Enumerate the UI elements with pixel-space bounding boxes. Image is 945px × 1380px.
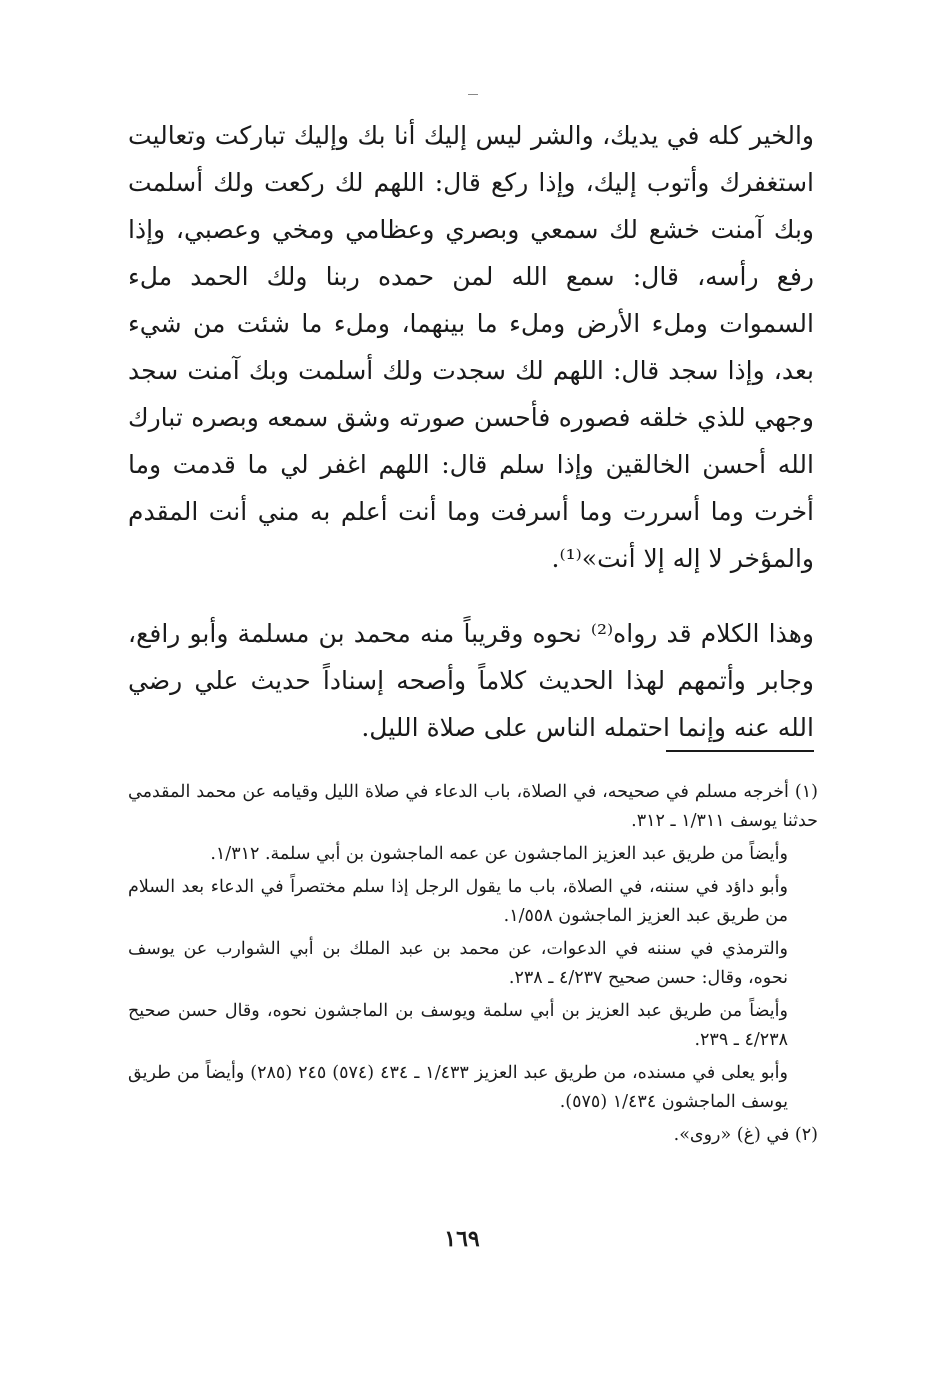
footnote-1-tirmidhi: والترمذي في سننه في الدعوات، عن محمد بن عبد الملك بن أبي الشوارب عن يوسف نحوه، وقال: حسن صحيح ٤/٢٣٧ ـ ٢٣٨.: [128, 939, 788, 988]
main-paragraph-1: والخير كله في يديك، والشر ليس إليك أنا بك وإليك تباركت وتعاليت استغفرك وأتوب إليك، وإذا ركع قال: اللهم لك ركعت ولك أسلمت وبك آمنت خشع لك سمعي وبصري وعظامي ومخي وعصبي، وإذا رفع رأسه، قال: سمع الله لمن حمده ربنا ولك الحمد ملء السموات وملء الأرض وملء ما بينهما، وملء ما شئت من شيء بعد، وإذا سجد قال: اللهم لك سجدت ولك أسلمت وبك آمنت سجد وجهي للذي خلقه فصوره فأحسن صورته وشق سمعه وبصره تبارك الله أحسن الخالقين وإذا سلم قال: اللهم اغفر لي ما قدمت وما أخرت وما أسررت وما أسرفت وما أنت أعلم به مني أنت المقدم والمؤخر لا إله إلا أنت»⁽¹⁾.: [128, 121, 814, 573]
footnote-1-abu-yala: وأبو يعلى في مسنده، من طريق عبد العزيز ١/٤٣٣ ـ ٤٣٤ (٥٧٤) ٢٤٥ (٢٨٥) وأيضاً من طريق يوسف الماجشون ١/٤٣٤ (٥٧٥).: [128, 1063, 788, 1112]
main-text-body: [128, 112, 814, 751]
footnote-1-muslim-alt: وأيضاً من طريق عبد العزيز الماجشون عن عمه الماجشون بن أبي سلمة. ١/٣١٢.: [210, 844, 788, 864]
footnote-2: (٢) في (غ) «روى».: [673, 1125, 818, 1145]
footnotes-section: [128, 778, 818, 1154]
footnote-1-muslim: (١) أخرجه مسلم في صحيحه، في الصلاة، باب الدعاء في صلاة الليل وقيامه عن محمد المقدمي حدثنا يوسف ١/٣١١ ـ ٣١٢.: [128, 782, 818, 831]
footnote-1-tirmidhi-alt: وأيضاً من طريق عبد العزيز بن أبي سلمة ويوسف بن الماجشون نحوه، وقال حسن صحيح ٤/٢٣٨ ـ ٢٣٩.: [128, 1001, 788, 1050]
footnote-separator-rule: [666, 750, 814, 752]
footnote-1-abu-dawud: وأبو داؤد في سننه، في الصلاة، باب ما يقول الرجل إذا سلم مختصراً في الدعاء بعد السلام من طريق عبد العزيز الماجشون ١/٥٥٨.: [128, 877, 788, 926]
top-margin-mark: [468, 94, 478, 95]
main-paragraph-2: وهذا الكلام قد رواه⁽²⁾ نحوه وقريباً منه محمد بن مسلمة وأبو رافع، وجابر وأتمهم لهذا الحديث كلاماً وأصحه إسناداً حديث علي رضي الله عنه وإنما احتمله الناس على صلاة الليل.: [128, 619, 814, 742]
page-number: ١٦٩: [444, 1226, 480, 1252]
